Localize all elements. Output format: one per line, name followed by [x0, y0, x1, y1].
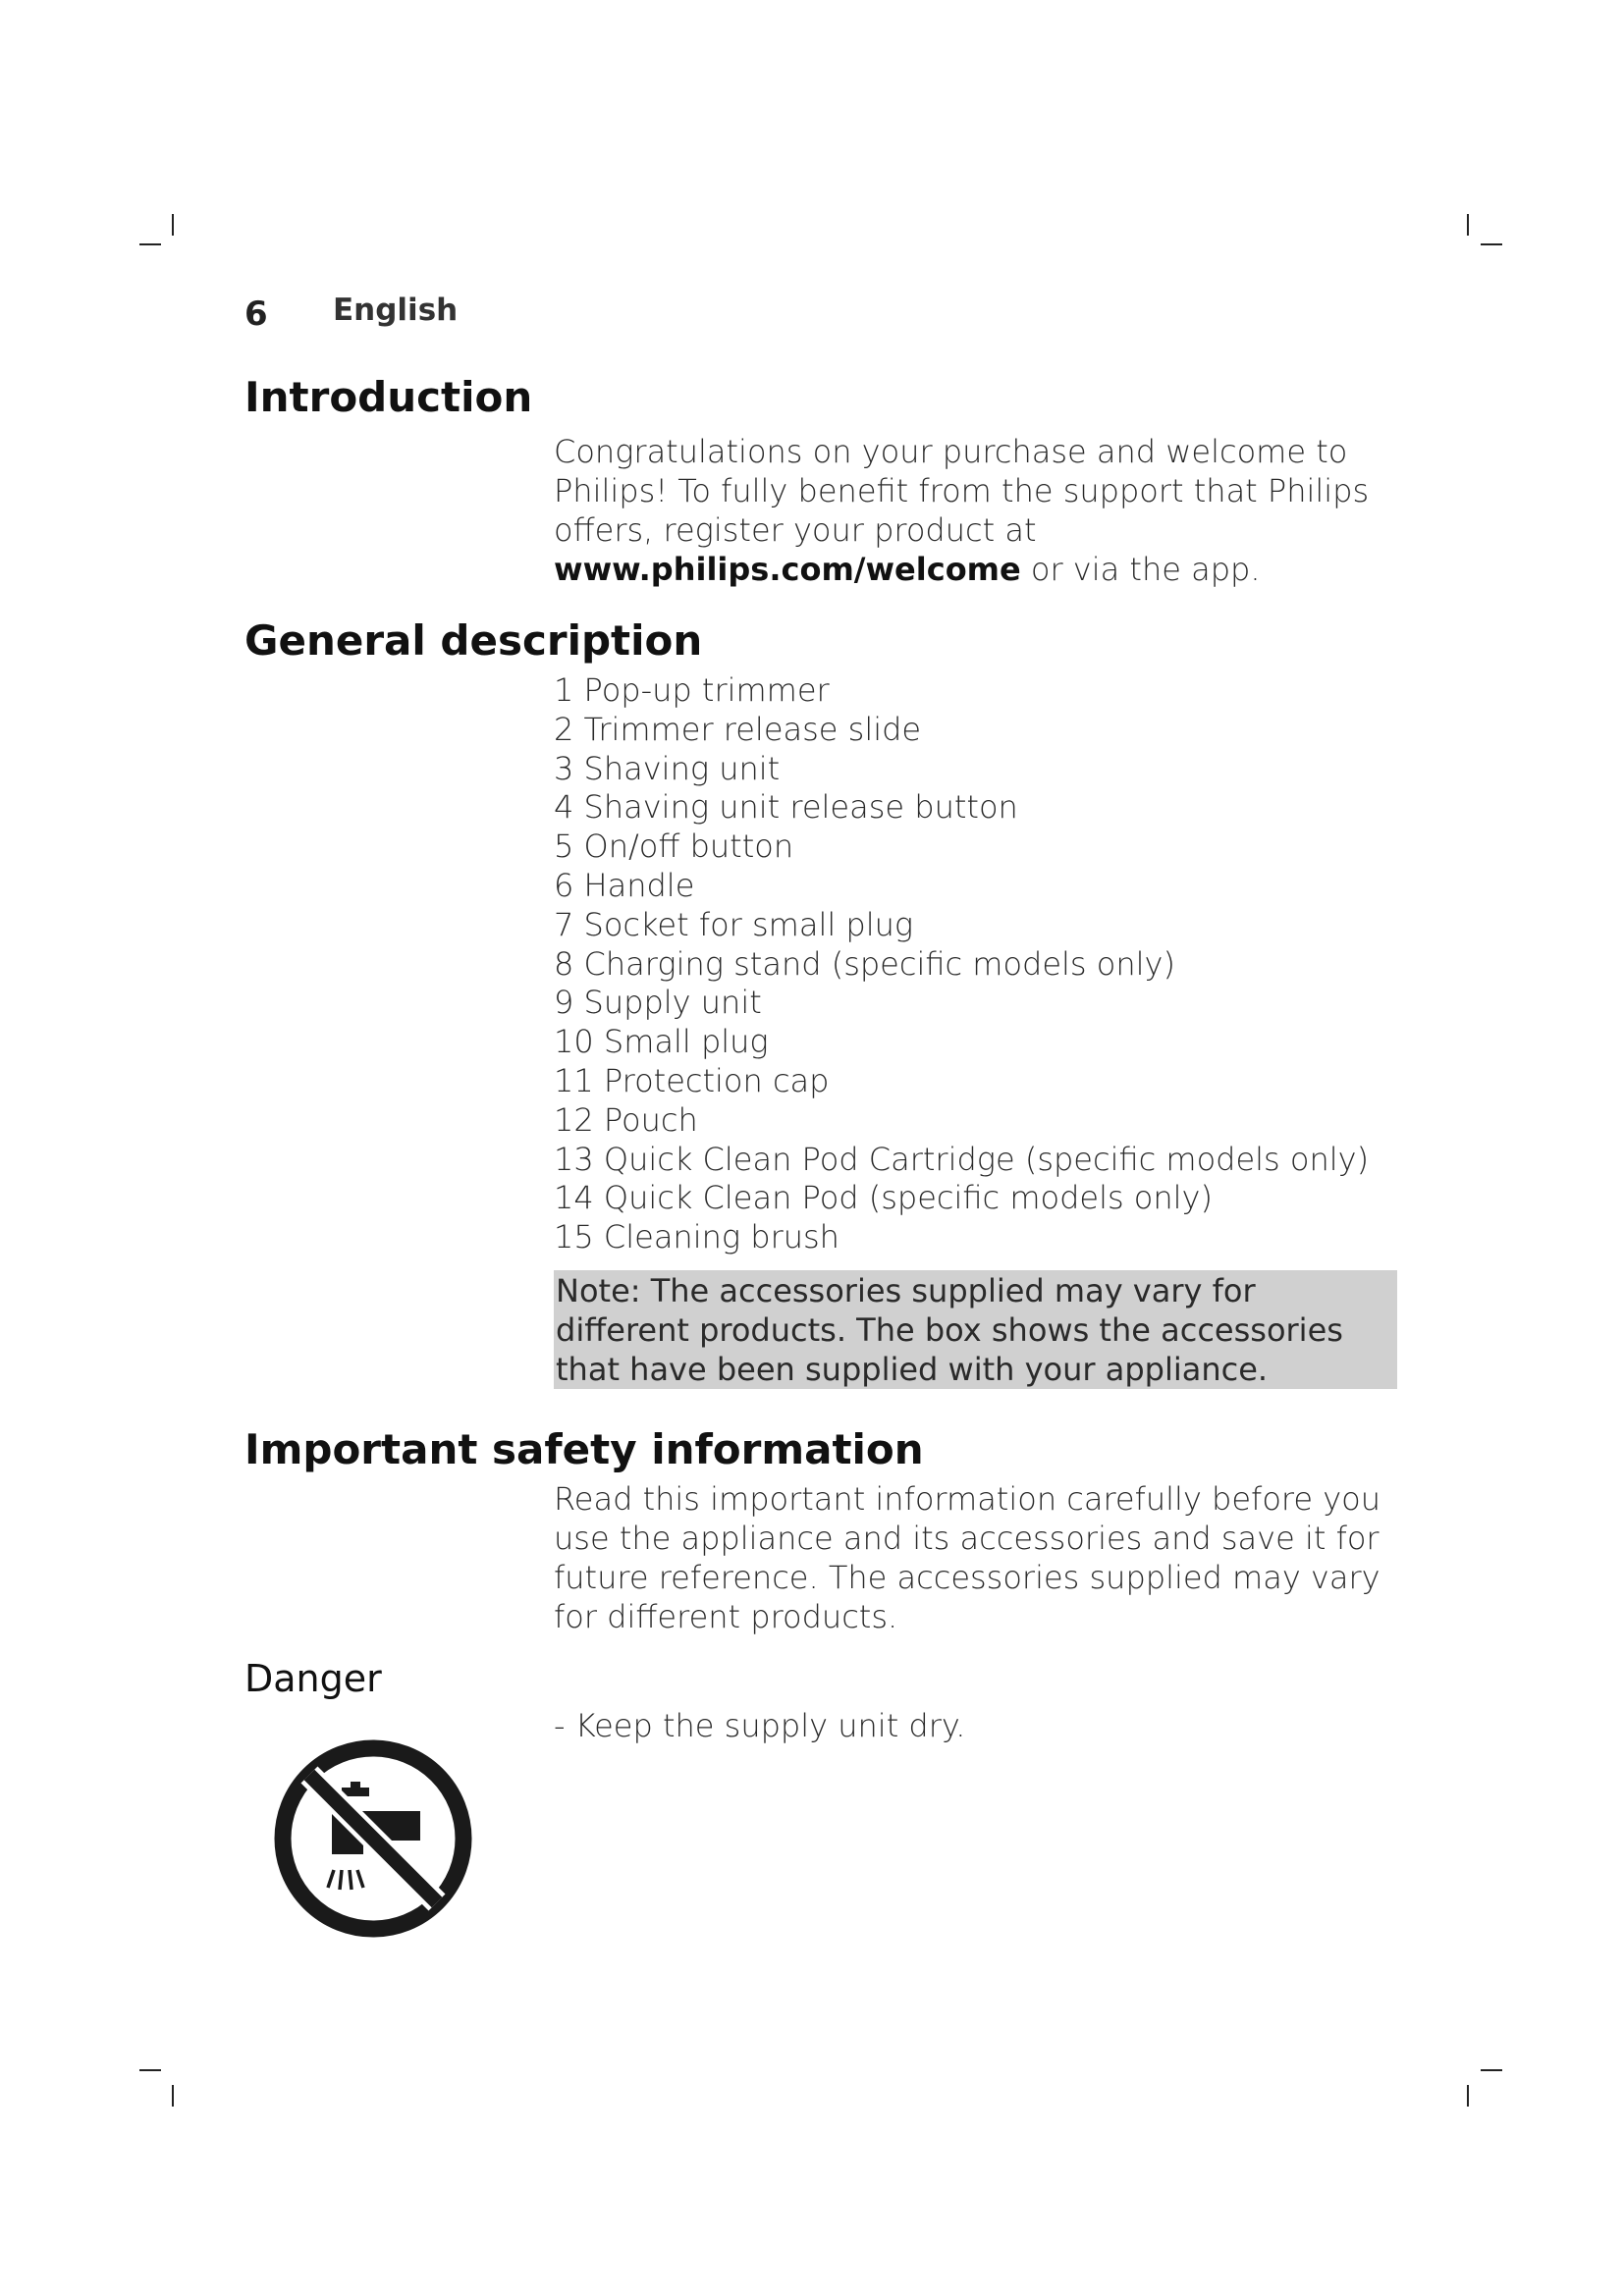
crop-mark-bottom-left-horizontal [139, 2069, 161, 2071]
welcome-link[interactable]: www.philips.com/welcome [554, 551, 1021, 588]
danger-heading: Danger [244, 1657, 382, 1700]
no-water-tap-icon [273, 1738, 473, 1939]
list-item: 7 Socket for small plug [554, 905, 914, 943]
general-description-list [554, 671, 1400, 1257]
list-item: 9 Supply unit [554, 984, 762, 1022]
safety-heading: Important safety information [244, 1425, 924, 1473]
crop-mark-bottom-right-horizontal [1481, 2069, 1502, 2071]
crop-mark-bottom-right-vertical [1467, 2085, 1469, 2107]
crop-mark-top-left-vertical [172, 214, 174, 236]
crop-mark-top-right-vertical [1467, 214, 1469, 236]
list-item: 11 Protection cap [554, 1061, 830, 1099]
crop-mark-bottom-left-vertical [172, 2085, 174, 2107]
list-item: 2 Trimmer release slide [554, 710, 922, 748]
general-description-heading: General description [244, 616, 703, 665]
introduction-body: Congratulations on your purchase and welcome to Philips! To fully benefit from the support that Philips offers, register your product at [554, 433, 1370, 549]
list-item: 10 Small plug [554, 1023, 769, 1061]
list-item: 15 Cleaning brush [554, 1218, 839, 1256]
introduction-heading: Introduction [244, 373, 533, 421]
list-item: 12 Pouch [554, 1100, 698, 1139]
list-item: 13 Quick Clean Pod Cartridge (specific models only) [554, 1140, 1370, 1178]
list-item: 1 Pop-up trimmer [554, 671, 830, 709]
page-language: English [333, 293, 459, 328]
crop-mark-top-left-horizontal [139, 243, 161, 245]
introduction-text [554, 432, 1400, 589]
list-item: 14 Quick Clean Pod (specific models only) [554, 1179, 1213, 1217]
safety-body: Read this important information carefully before you use the appliance and its accessories and save it for future reference. The accessories supplied may vary for different products. [554, 1480, 1380, 1635]
safety-text [554, 1479, 1400, 1636]
danger-text [554, 1706, 1400, 1745]
accessories-note: Note: The accessories supplied may vary for different products. The box shows the accessories that have been supplied with your appliance. [554, 1270, 1397, 1389]
general-description-list-container [554, 671, 1400, 1257]
danger-item: - Keep the supply unit dry. [554, 1707, 966, 1744]
crop-mark-top-right-horizontal [1481, 243, 1502, 245]
page-number: 6 [244, 294, 268, 334]
list-item: 3 Shaving unit [554, 749, 781, 787]
introduction-body-end: or via the app. [1020, 551, 1261, 588]
list-item: 6 Handle [554, 866, 695, 904]
list-item: 5 On/off button [554, 828, 794, 866]
list-item: 4 Shaving unit release button [554, 788, 1018, 827]
list-item: 8 Charging stand (specific models only) [554, 944, 1175, 983]
